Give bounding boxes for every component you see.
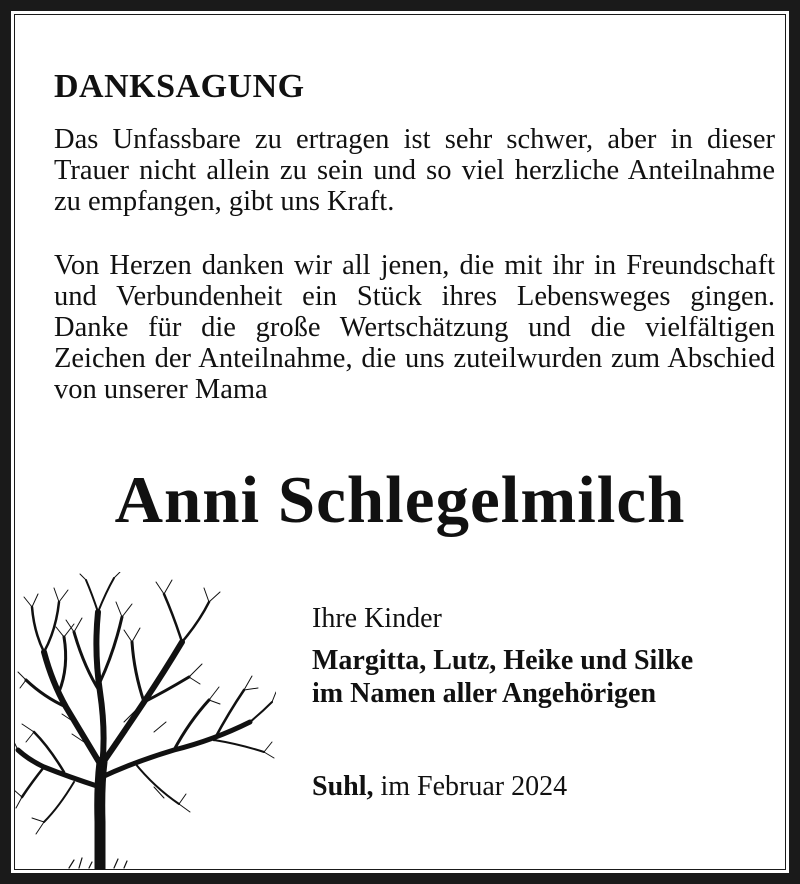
bare-tree-icon xyxy=(14,572,276,870)
signoff-block xyxy=(312,602,693,710)
family-names-line-1: Margitta, Lutz, Heike und Silke xyxy=(312,645,694,676)
place-city: Suhl, xyxy=(312,771,374,802)
place-date xyxy=(312,770,567,804)
thanks-paragraph-2: Von Herzen danken wir all jenen, die mit ihr in Freundschaft und Verbundenheit ein Stück ihres Lebensweges gingen. Danke für die große Wertschätzung und die vielfältigen Zeichen der Anteilnahme, die uns zuteilwurden zum Abschied von unserer Mama xyxy=(54,250,775,405)
notice-heading: DANKSAGUNG xyxy=(54,68,305,105)
thanks-paragraph-1: Das Unfassbare zu ertragen ist sehr schwer, aber in dieser Trauer nicht allein zu sein und so viel herzliche Anteilnahme zu empfangen, gibt uns Kraft. xyxy=(54,124,775,217)
family-names-line-2: im Namen aller Angehörigen xyxy=(312,678,657,709)
place-date-text: im Februar 2024 xyxy=(380,771,568,802)
signoff-label: Ihre Kinder xyxy=(312,603,442,634)
deceased-name: Anni Schlegelmilch xyxy=(114,463,686,537)
family-names xyxy=(312,644,693,710)
